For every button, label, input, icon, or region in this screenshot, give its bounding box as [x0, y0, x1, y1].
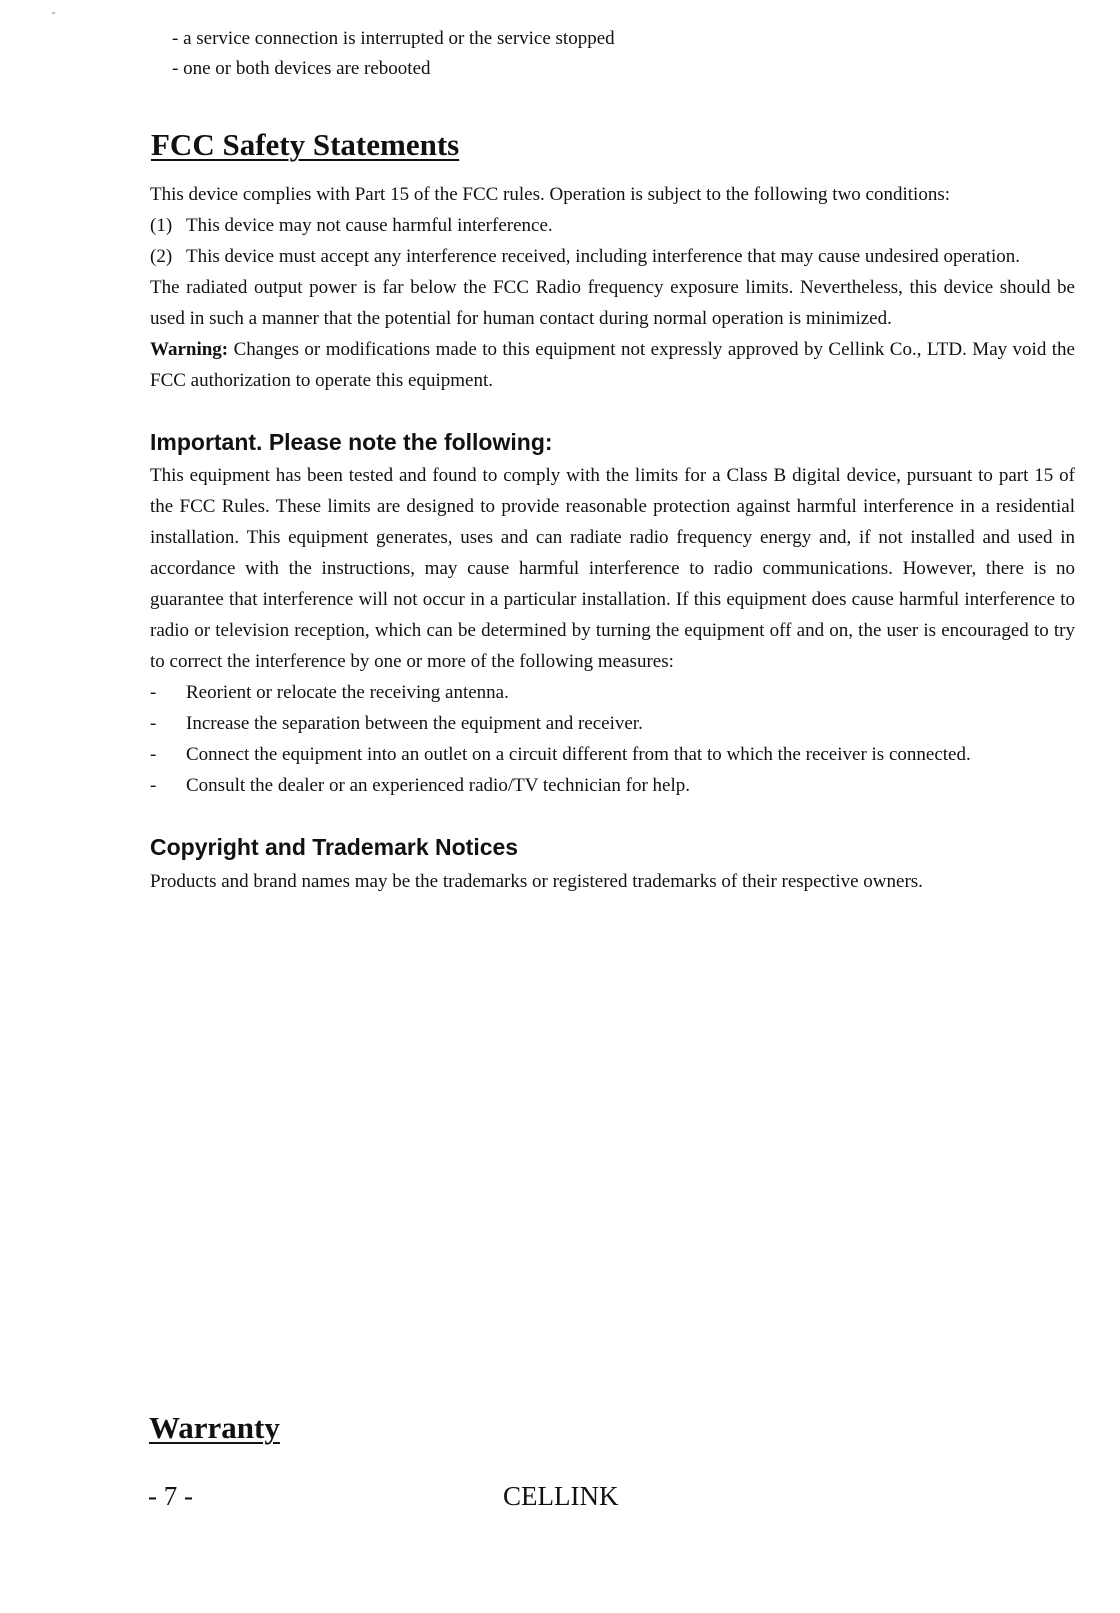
page-number: - 7 -: [148, 1481, 193, 1511]
warning-label: Warning:: [150, 339, 229, 360]
warning-paragraph: [150, 334, 1075, 396]
measure-text: Connect the equipment into an outlet on a circuit different from that to which the receiver is connected.: [186, 744, 971, 765]
radiated-paragraph: The radiated output power is far below the FCC Radio frequency exposure limits. Nevertheless, this device should be used in such a manner that the potential for human contact during normal operation is minimized.: [150, 277, 1075, 329]
measure-text: Reorient or relocate the receiving antenna.: [186, 682, 509, 703]
measure-text: Increase the separation between the equipment and receiver.: [186, 713, 643, 734]
list-item: - one or both devices are rebooted: [172, 58, 431, 79]
bullet-dash: -: [150, 682, 157, 703]
list-item: [150, 739, 1075, 770]
bullet-dash: -: [150, 744, 157, 765]
condition-number: (1): [150, 215, 173, 236]
condition-text: This device must accept any interference received, including interference that may cause undesired operation.: [186, 246, 1021, 267]
intro-list: [172, 24, 615, 84]
list-item: [150, 708, 1075, 739]
scan-speck: [52, 12, 55, 14]
bullet-dash: -: [150, 775, 157, 796]
list-item: - a service connection is interrupted or the service stopped: [172, 28, 615, 49]
fcc-heading: FCC Safety Statements: [151, 127, 460, 162]
warning-text: Changes or modifications made to this equipment not expressly approved by Cellink Co., LTD. May void the FCC authorization to operate this equipment.: [150, 339, 1075, 391]
copyright-text: Products and brand names may be the trademarks or registered trademarks of their respective owners.: [150, 871, 923, 892]
important-heading: Important. Please note the following:: [150, 429, 553, 455]
condition-2: [150, 241, 1075, 272]
condition-1: [150, 210, 1075, 241]
warranty-heading: Warranty: [149, 1410, 280, 1445]
fcc-section: [150, 179, 1075, 396]
copyright-heading: Copyright and Trademark Notices: [150, 834, 519, 860]
bullet-dash: -: [150, 713, 157, 734]
footer-brand: CELLINK: [503, 1481, 619, 1511]
measures-list: [150, 677, 1075, 801]
list-item: [150, 770, 1075, 801]
fcc-intro: This device complies with Part 15 of the FCC rules. Operation is subject to the following two conditions:: [150, 184, 951, 205]
important-paragraph: This equipment has been tested and found to comply with the limits for a Class B digital device, pursuant to part 15 of the FCC Rules. These limits are designed to provide reasonable protection against harmful interference in a residential installation. This equipment generates, uses and can radiate radio frequency energy and, if not installed and used in accordance with the instructions, may cause harmful interference to radio communications. However, there is no guarantee that interference will not occur in a particular installation. If this equipment does cause harmful interference to radio or television reception, which can be determined by turning the equipment off and on, the user is encouraged to try to correct the interference by one or more of the following measures:: [150, 465, 1075, 672]
measure-text: Consult the dealer or an experienced radio/TV technician for help.: [186, 775, 691, 796]
copyright-section: [150, 866, 1075, 897]
condition-number: (2): [150, 246, 173, 267]
condition-text: This device may not cause harmful interference.: [186, 215, 553, 236]
important-section: [150, 460, 1075, 677]
list-item: [150, 677, 1075, 708]
